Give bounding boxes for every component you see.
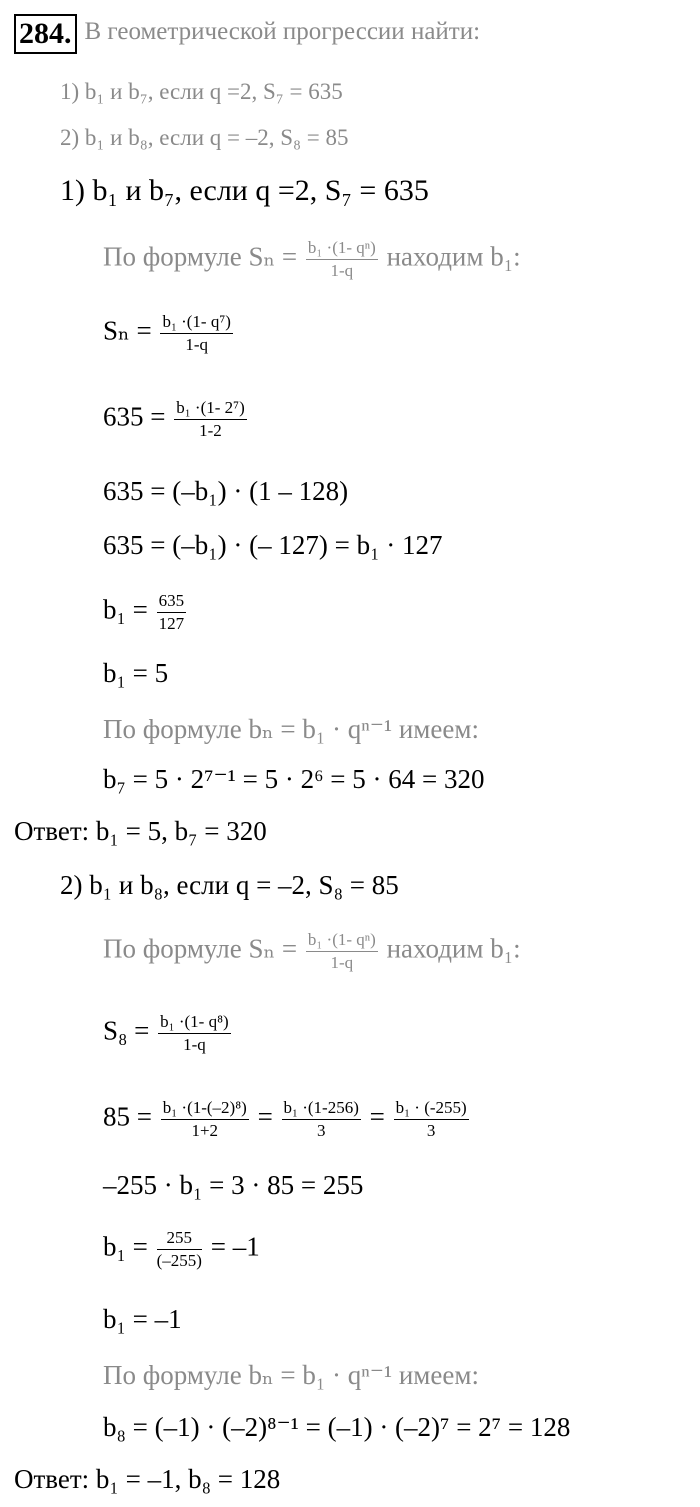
part1-b1-fraction [157, 591, 187, 633]
part2-sub-numerator-1: b₁ ·(1-(–2)⁸) [161, 1098, 249, 1120]
part2-hint-fraction [306, 930, 378, 972]
task-2: 2) b₁ и b₈, если q = –2, S₈ = 85 [60, 125, 349, 150]
part2-hint-suffix: находим b₁: [386, 933, 521, 964]
part1-sn-numerator: b₁ ·(1- q⁷) [160, 312, 233, 334]
part2-formula-hint [103, 930, 521, 972]
part2-hint-denominator: 1-q [330, 952, 354, 972]
part2-step3: –255 · b₁ = 3 · 85 = 255 [103, 1170, 364, 1200]
part2-b1-fraction-line [103, 1228, 260, 1270]
part1-b1-lhs: b₁ = [103, 594, 148, 625]
part1-hint-fraction [306, 238, 378, 280]
part1-sn-fraction [160, 312, 233, 354]
task-1: 1) b₁ и b₇, если q =2, S₇ = 635 [60, 79, 343, 104]
part2-b1-fraction [157, 1228, 202, 1270]
part2-sub-lhs: 85 = [103, 1101, 152, 1132]
part1-sn-formula [103, 312, 235, 354]
part2-sub-fraction-2 [282, 1098, 361, 1140]
part2-hint2: По формуле bₙ = b₁ · qⁿ⁻¹ имеем: [103, 1360, 479, 1390]
part2-sub-eq-2: = [369, 1101, 385, 1132]
part1-substitution [103, 398, 249, 440]
part1-sub-fraction [174, 398, 247, 440]
part1-hint-prefix: По формуле Sₙ = [103, 241, 298, 272]
problem-header [14, 14, 480, 54]
part2-sub-denominator-3: 3 [426, 1120, 436, 1140]
part1-sub-numerator: b₁ ·(1- 2⁷) [174, 398, 247, 420]
part1-sn-lhs: Sₙ = [103, 315, 152, 346]
part1-hint-numerator: b₁ ·(1- qⁿ) [306, 238, 378, 260]
part1-b1-value: b₁ = 5 [103, 658, 169, 688]
part2-sub-denominator-1: 1+2 [191, 1120, 219, 1140]
part2-b1-rhs: = –1 [210, 1231, 260, 1262]
part1-heading: 1) b₁ и b₇, если q =2, S₇ = 635 [60, 174, 429, 207]
problem-number: 284. [14, 14, 77, 54]
part2-b1-denominator: (–255) [156, 1250, 202, 1270]
part2-b1-numerator: 255 [157, 1228, 202, 1250]
part2-hint-numerator: b₁ ·(1- qⁿ) [306, 930, 378, 952]
part2-sub-fraction-1 [161, 1098, 249, 1140]
part1-hint-suffix: находим b₁: [386, 241, 521, 272]
part1-step4: 635 = (–b₁) · (– 127) = b₁ · 127 [103, 530, 443, 560]
part2-s8-lhs: S₈ = [103, 1015, 150, 1046]
part2-sub-numerator-2: b₁ ·(1-256) [282, 1098, 361, 1120]
part2-s8-numerator: b₁ ·(1- q⁸) [158, 1012, 231, 1034]
part1-b1-denominator: 127 [158, 613, 185, 633]
part2-sub-numerator-3: b₁ · (-255) [394, 1098, 469, 1120]
part2-answer: Ответ: b₁ = –1, b₈ = 128 [14, 1464, 281, 1494]
part1-b1-numerator: 635 [157, 591, 187, 613]
part2-b1-value: b₁ = –1 [103, 1304, 182, 1334]
part1-sub-denominator: 1-2 [199, 420, 222, 440]
part2-heading: 2) b₁ и b₈, если q = –2, S₈ = 85 [60, 870, 399, 900]
part2-sub-denominator-2: 3 [316, 1120, 326, 1140]
part2-b1-lhs: b₁ = [103, 1231, 148, 1262]
part2-s8-fraction [158, 1012, 231, 1054]
part2-sub-eq-1: = [257, 1101, 273, 1132]
part1-b1-fraction-line [103, 591, 188, 633]
part1-sn-denominator: 1-q [185, 334, 209, 354]
problem-statement: В геометрической прогрессии найти: [84, 18, 481, 45]
part2-s8-denominator: 1-q [183, 1034, 206, 1054]
part2-b8-calc: b₈ = (–1) · (–2)⁸⁻¹ = (–1) · (–2)⁷ = 2⁷ = 128 [103, 1412, 571, 1442]
part1-hint2: По формуле bₙ = b₁ · qⁿ⁻¹ имеем: [103, 714, 479, 744]
part1-sub-lhs: 635 = [103, 401, 166, 432]
part2-hint-prefix: По формуле Sₙ = [103, 933, 298, 964]
part1-hint-denominator: 1-q [330, 260, 354, 280]
part1-b7-calc: b₇ = 5 · 2⁷⁻¹ = 5 · 2⁶ = 5 · 64 = 320 [103, 764, 485, 794]
part2-s8-formula [103, 1012, 233, 1054]
part1-step3: 635 = (–b₁) · (1 – 128) [103, 476, 349, 506]
part2-sub-fraction-3 [394, 1098, 469, 1140]
part1-formula-hint [103, 238, 521, 280]
part1-answer: Ответ: b₁ = 5, b₇ = 320 [14, 816, 267, 846]
part2-substitution [103, 1098, 471, 1140]
